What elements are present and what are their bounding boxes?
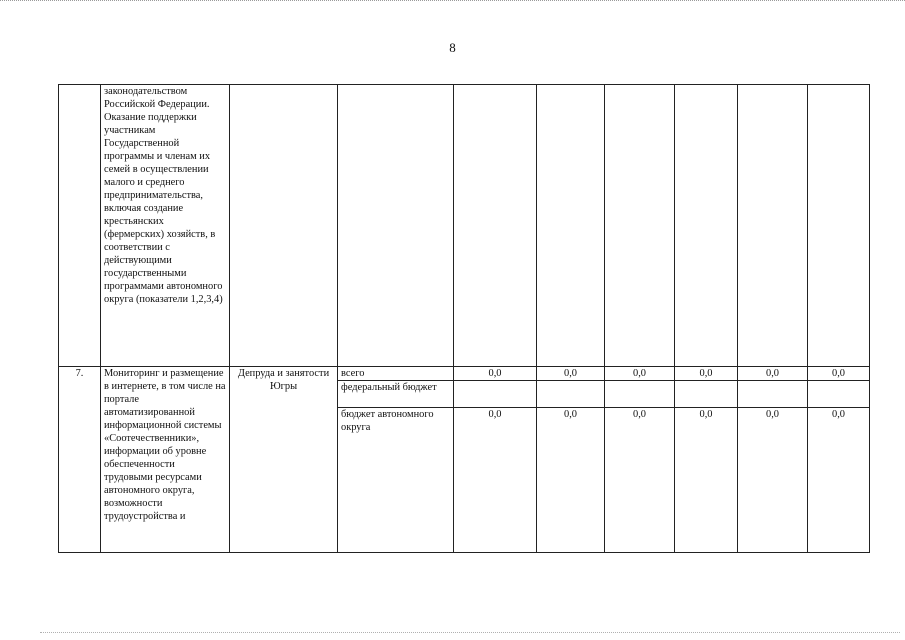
value-cell: 0,0 <box>537 367 605 381</box>
value-cell <box>675 85 738 367</box>
value-cell <box>738 85 808 367</box>
value-cell: 0,0 <box>605 367 675 381</box>
value-cell <box>605 381 675 408</box>
value-cell <box>454 85 537 367</box>
value-cell <box>738 381 808 408</box>
source-cell <box>338 85 454 367</box>
responsible-cell <box>230 85 338 367</box>
value-cell: 0,0 <box>537 408 605 553</box>
value-cell <box>454 381 537 408</box>
value-cell: 0,0 <box>454 408 537 553</box>
value-cell: 0,0 <box>675 367 738 381</box>
source-federal: федеральный бюджет <box>338 381 454 408</box>
value-cell <box>605 85 675 367</box>
table-row-continuation <box>59 85 870 367</box>
value-cell <box>537 381 605 408</box>
activity-cell: Мониторинг и размещение в интернете, в том числе на портале автоматизированной информационной системы «Соотечественники», информации об уровне обеспеченности трудовыми ресурсами автономного округа, возможности трудоустройства и <box>101 367 230 553</box>
source-total: всего <box>338 367 454 381</box>
source-regional: бюджет автономного округа <box>338 408 454 553</box>
row-number <box>59 85 101 367</box>
value-cell: 0,0 <box>454 367 537 381</box>
responsible-cell: Депруда и занятости Югры <box>230 367 338 553</box>
value-cell <box>808 85 870 367</box>
row-number: 7. <box>59 367 101 553</box>
value-cell: 0,0 <box>808 367 870 381</box>
value-cell: 0,0 <box>675 408 738 553</box>
value-cell <box>675 381 738 408</box>
activity-cell: законодательством Российской Федерации. Оказание поддержки участникам Государственной программы и членам их семей в осуществлении малого и среднего предпринимательства, включая создание крестьянских (фермерских) хозяйств, в соответствии с действующими государственными программами автономного округа (показатели 1,2,3,4) <box>101 85 230 367</box>
value-cell <box>808 381 870 408</box>
scan-edge-bottom <box>40 632 900 635</box>
budget-table <box>58 84 870 553</box>
value-cell <box>537 85 605 367</box>
page-number: 8 <box>449 40 456 55</box>
value-cell: 0,0 <box>808 408 870 553</box>
value-cell: 0,0 <box>738 408 808 553</box>
value-cell: 0,0 <box>605 408 675 553</box>
value-cell: 0,0 <box>738 367 808 381</box>
scan-edge-top <box>0 0 905 4</box>
table-row-item-7 <box>59 367 870 381</box>
